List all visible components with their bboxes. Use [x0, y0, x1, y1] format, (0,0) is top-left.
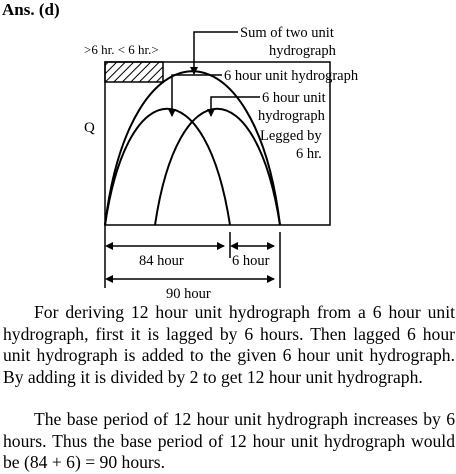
answer-label: Ans. (d) — [2, 0, 60, 19]
lagged-callout-line1: 6 hour unit — [262, 90, 326, 106]
dimension-90-label: 90 hour — [166, 286, 211, 300]
sum-hydrograph-curve — [105, 71, 280, 225]
lagged-6h-unit-hydrograph-curve — [155, 109, 280, 225]
dimension-84-label: 84 hour — [139, 253, 184, 269]
dimension-84-left-arrow — [105, 242, 113, 250]
sum-callout-line2: hydrograph — [269, 43, 336, 59]
lagged-callout-leader — [211, 97, 260, 116]
y-axis-label: Q — [84, 120, 95, 136]
duration-bracket-label: >6 hr. < 6 hr.> — [84, 42, 159, 57]
lagged-callout-line4: 6 hr. — [296, 146, 322, 162]
dimension-90-left-arrow — [105, 275, 113, 283]
explanation-paragraph-1: For deriving 12 hour unit hydrograph from a 6 hour unit hydrograph, first it is lagged by 6 hours. Then lagged 6 hour unit hydrograph is added to the given 6 hour unit hydrograph. By adding it is divided by 2 to get 12 hour unit hydrograph. — [3, 302, 455, 387]
lagged-callout-line2: hydrograph — [258, 108, 325, 124]
rainfall-excess-block — [105, 62, 163, 82]
sum-callout-line1: Sum of two unit — [240, 25, 334, 41]
explanation-paragraph-2: The base period of 12 hour unit hydrograph increases by 6 hours. Thus the base period of 12 hour unit hydrograph would be (84 + 6) = 90 hours. — [3, 409, 455, 472]
dimension-6-label: 6 hour — [232, 253, 270, 269]
dimension-6-left-arrow — [230, 242, 238, 250]
6h-callout-label: 6 hour unit hydrograph — [224, 68, 359, 84]
lagged-callout-line3: Legged by — [260, 128, 322, 144]
